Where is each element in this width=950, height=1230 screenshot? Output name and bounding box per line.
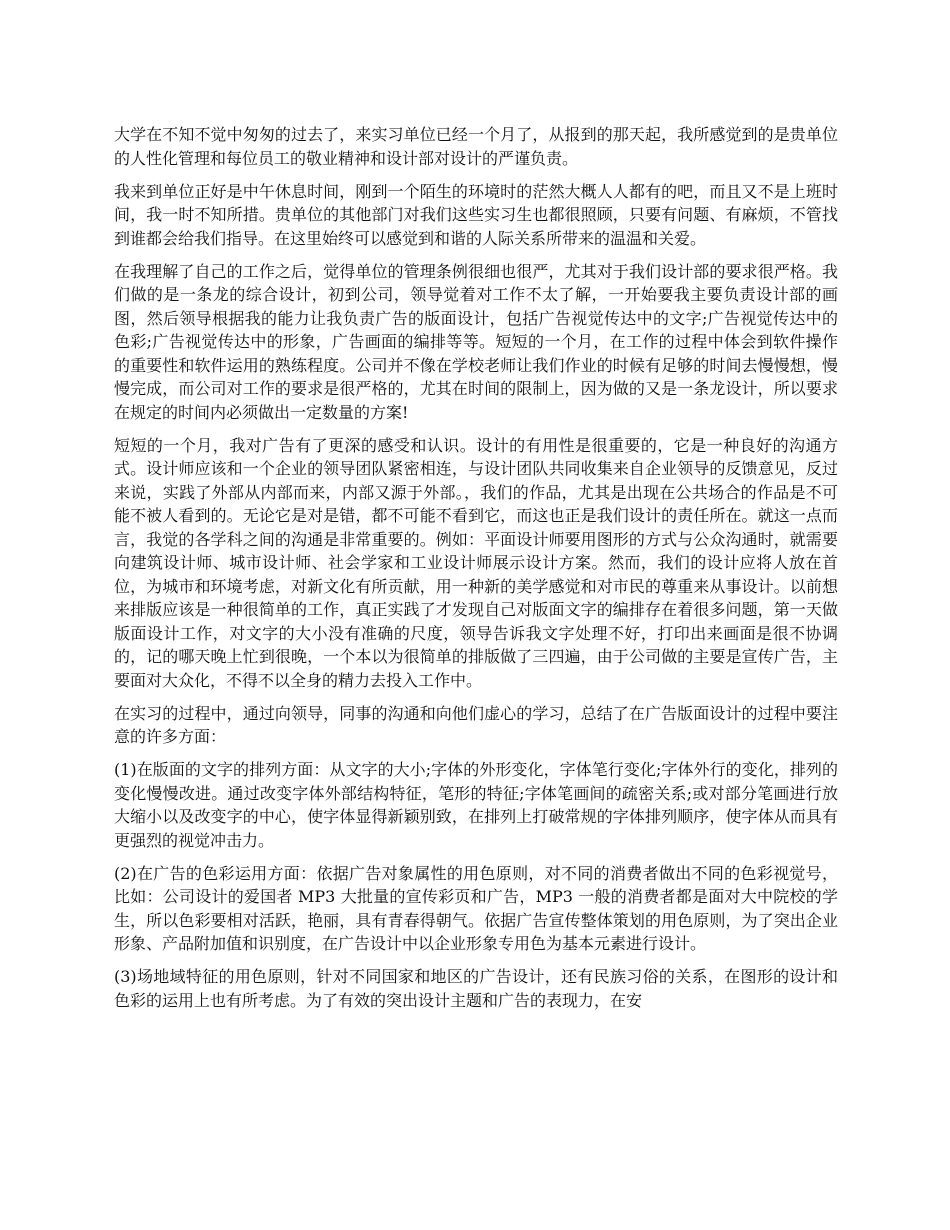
paragraph: (2)在广告的色彩运用方面：依据广告对象属性的用色原则，对不同的消费者做出不同的色彩视觉号，比如：公司设计的爱国者 MP3 大批量的宣传彩页和广告，MP3 一般的消费者都是面对大中院校的学生，所以色彩要相对活跃，艳丽，具有青春得朝气。依据广告宣传整体策划的用色原则，为了突出企业形象、产品附加值和识别度，在广告设计中以企业形象专用色为基本元素进行设计。	[114, 863, 838, 953]
paragraph: 大学在不知不觉中匆匆的过去了，来实习单位已经一个月了，从报到的那天起，我所感觉到的是贵单位的人性化管理和每位员工的敬业精神和设计部对设计的严谨负责。	[114, 125, 838, 168]
paragraph: (3)场地域特征的用色原则，针对不同国家和地区的广告设计，还有民族习俗的关系，在图形的设计和色彩的运用上也有所考虑。为了有效的突出设计主题和广告的表现力，在安	[114, 967, 838, 1010]
paragraph: (1)在版面的文字的排列方面：从文字的大小;字体的外形变化，字体笔行变化;字体外行的变化，排列的变化慢慢改进。通过改变字体外部结构特征，笔形的特征;字体笔画间的疏密关系;或对部分笔画进行放大缩小以及改变字的中心，使字体显得新颖别致，在排列上打破常规的字体排列顺序，使字体从而具有更强烈的视觉冲击力。	[114, 760, 838, 850]
paragraph: 我来到单位正好是中午休息时间，刚到一个陌生的环境时的茫然大概人人都有的吧，而且又不是上班时间，我一时不知所措。贵单位的其他部门对我们这些实习生也都很照顾，只要有问题、有麻烦，不管找到谁都会给我们指导。在这里始终可以感觉到和谐的人际关系所带来的温温和关爱。	[114, 181, 838, 248]
paragraph: 在我理解了自己的工作之后，觉得单位的管理条例很细也很严，尤其对于我们设计部的要求很严格。我们做的是一条龙的综合设计，初到公司，领导觉着对工作不太了解，一开始要我主要负责设计部的画图，然后领导根据我的能力让我负责广告的版面设计，包括广告视觉传达中的文字;广告视觉传达中的色彩;广告视觉传达中的形象，广告画面的编排等等。短短的一个月，在工作的过程中体会到软件操作的重要性和软件运用的熟练程度。公司并不像在学校老师让我们作业的时候有足够的时间去慢慢想，慢慢完成，而公司对工作的要求是很严格的，尤其在时间的限制上，因为做的又是一条龙设计，所以要求在规定的时间内必须做出一定数量的方案!	[114, 261, 838, 422]
document-body	[114, 123, 838, 1022]
paragraph: 在实习的过程中，通过向领导，同事的沟通和向他们虚心的学习，总结了在广告版面设计的过程中要注意的许多方面：	[114, 703, 838, 746]
paragraph: 短短的一个月，我对广告有了更深的感受和认识。设计的有用性是很重要的，它是一种良好的沟通方式。设计师应该和一个企业的领导团队紧密相连，与设计团队共同收集来自企业领导的反馈意见，反过来说，实践了外部从内部而来，内部又源于外部。，我们的作品，尤其是出现在公共场合的作品是不可能不被人看到的。无论它是对是错，都不可能不看到它，而这也正是我们设计的责任所在。就这一点而言，我觉的各学科之间的沟通是非常重要的。例如：平面设计师要用图形的方式与公众沟通时，就需要向建筑设计师、城市设计师、社会学家和工业设计师展示设计方案。然而，我们的设计应将人放在首位，为城市和环境考虑，对新文化有所贡献，用一种新的美学感觉和对市民的尊重来从事设计。以前想来排版应该是一种很简单的工作，真正实践了才发现自己对版面文字的编排存在着很多问题，第一天做版面设计工作，对文字的大小没有准确的尺度，领导告诉我文字处理不好，打印出来画面是很不协调的，记的哪天晚上忙到很晚，一个本以为很简单的排版做了三四遍，由于公司做的主要是宣传广告，主要面对大众化，不得不以全身的精力去投入工作中。	[114, 435, 838, 690]
